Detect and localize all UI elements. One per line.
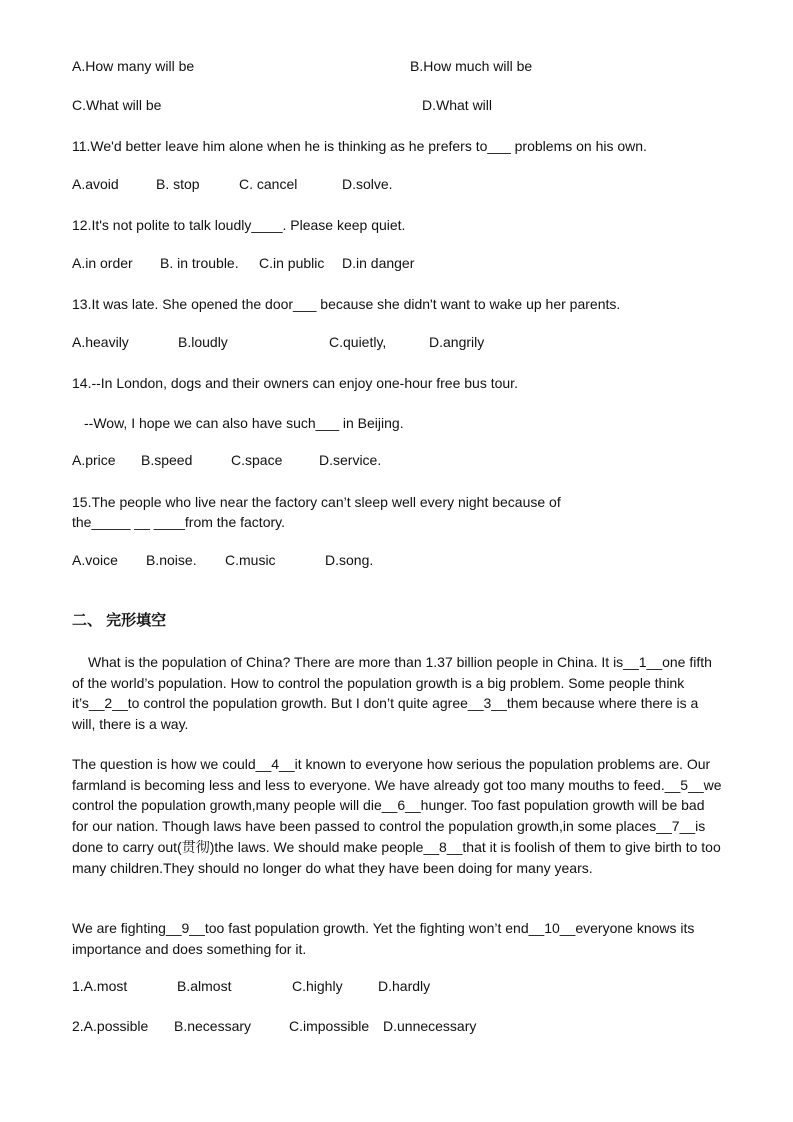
passage-paragraph-2: The question is how we could__4__it known to everyone how serious the population problems are. Our farmland is becoming less and less to everyone. We have already got too many mouths to feed.__5__we control the population growth,many people will die__6__hunger. Too fast population growth will be bad for our nation. Though laws have been passed to control the population growth,in some places__7__is done to carry out(贯彻)the laws. We should make people__8__that it is foolish of them to give birth to too many children.They should no longer do what they have been doing for many years.	[72, 756, 722, 876]
q10-option-b: B.How much will be	[410, 58, 533, 74]
q15-stem-line2: the_____ __ ____from the factory.	[72, 514, 285, 530]
q13-option-b: B.loudly	[178, 334, 228, 350]
q11-option-b: B. stop	[156, 176, 200, 192]
q14-stem-line1: 14.--In London, dogs and their owners can enjoy one-hour free bus tour.	[72, 375, 518, 391]
q10-option-a: A.How many will be	[72, 58, 195, 74]
q14-option-b: B.speed	[141, 452, 193, 468]
q12-option-b: B. in trouble.	[160, 255, 239, 271]
q13-option-a: A.heavily	[72, 334, 129, 350]
q14-option-a: A.price	[72, 452, 116, 468]
cloze-q1-option-d: D.hardly	[378, 978, 431, 994]
q11-option-c: C. cancel	[239, 176, 298, 192]
q12-option-a: A.in order	[72, 255, 133, 271]
cloze-q2-option-c: C.impossible	[289, 1018, 370, 1034]
q11-option-d: D.solve.	[342, 176, 393, 192]
q14-option-d: D.service.	[319, 452, 382, 468]
q15-stem-line1: 15.The people who live near the factory can’t sleep well every night because of	[72, 494, 561, 510]
q14-option-c: C.space	[231, 452, 283, 468]
cloze-q2-option-b: B.necessary	[174, 1018, 252, 1034]
passage-paragraph-1: What is the population of China? There are more than 1.37 billion people in China. It is__1__one fifth of the world’s population. How to control the population growth is a big problem. Some people think it’s__2__to control the population growth. But I don’t quite agree__3__them because where there is a will, there is a way.	[72, 654, 712, 733]
q13-option-d: D.angrily	[429, 334, 485, 350]
q13-stem: 13.It was late. She opened the door___ because she didn't want to wake up her parents.	[72, 296, 621, 312]
cloze-q1-option-a: 1.A.most	[72, 978, 128, 994]
q15-option-c: C.music	[225, 552, 276, 568]
q11-option-a: A.avoid	[72, 176, 119, 192]
q10-option-c: C.What will be	[72, 97, 162, 113]
cloze-q1-option-c: C.highly	[292, 978, 343, 994]
q12-stem: 12.It's not polite to talk loudly____. Please keep quiet.	[72, 217, 406, 233]
q15-option-a: A.voice	[72, 552, 118, 568]
cloze-q2-option-d: D.unnecessary	[383, 1018, 477, 1034]
q13-option-c: C.quietly,	[329, 334, 387, 350]
cloze-q2-option-a: 2.A.possible	[72, 1018, 149, 1034]
q10-option-d: D.What will	[422, 97, 493, 113]
section-heading-cloze: 二、 完形填空	[72, 612, 167, 629]
passage-paragraph-3: We are fighting__9__too fast population growth. Yet the fighting won’t end__10__everyone knows its importance and does something for it.	[72, 920, 695, 957]
q14-stem-line2: --Wow, I hope we can also have such___ in Beijing.	[84, 415, 404, 431]
q15-option-b: B.noise.	[146, 552, 197, 568]
q12-option-d: D.in danger	[342, 255, 415, 271]
q15-option-d: D.song.	[325, 552, 374, 568]
q12-option-c: C.in public	[259, 255, 325, 271]
cloze-q1-option-b: B.almost	[177, 978, 232, 994]
q11-stem: 11.We'd better leave him alone when he is thinking as he prefers to___ problems on his own.	[72, 138, 647, 154]
